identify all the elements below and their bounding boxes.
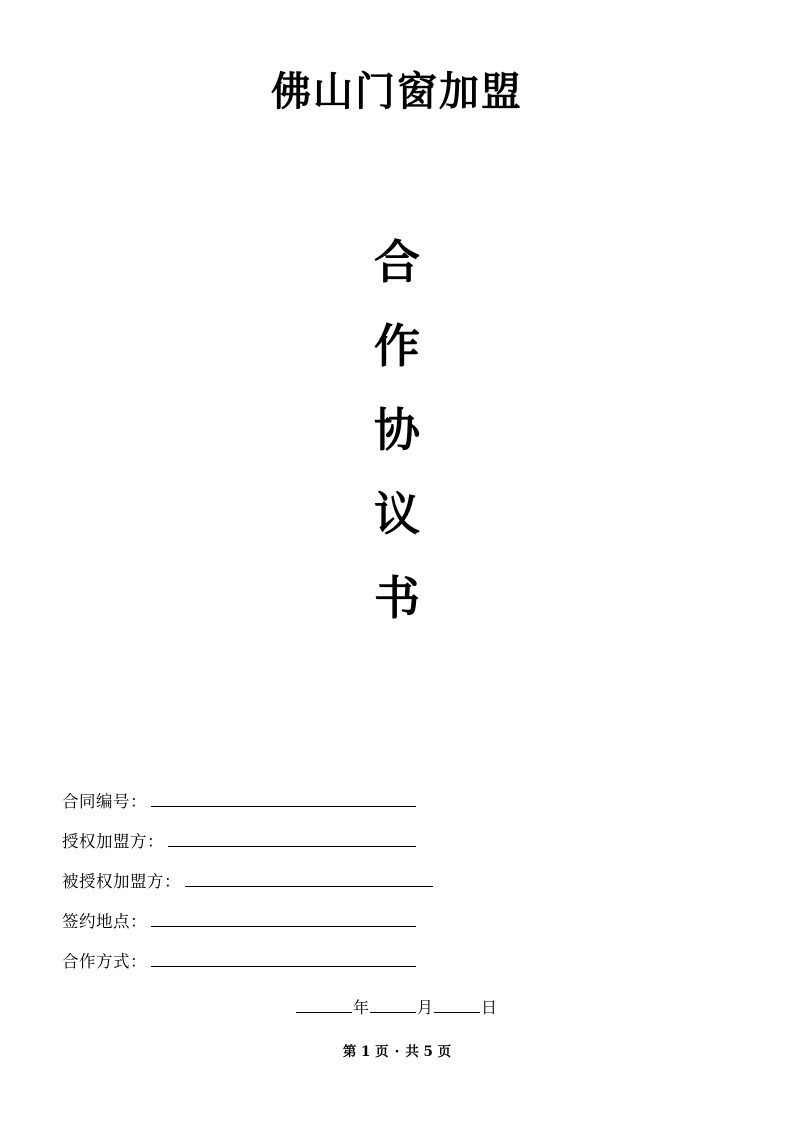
franchisor-input[interactable] [168, 831, 416, 847]
page-title: 佛山门窗加盟 [271, 69, 523, 115]
field-row-signing-location [62, 908, 682, 948]
year-unit-label: 年 [352, 1000, 369, 1017]
field-row-franchisee [62, 868, 682, 908]
vertical-subtitle-char: 书 [374, 571, 420, 625]
cooperation-mode-input[interactable] [151, 951, 416, 967]
signing-location-input[interactable] [151, 911, 416, 927]
footer-total-pages: 共 5 页 [405, 1044, 452, 1060]
field-row-contract-number [62, 788, 682, 828]
field-label: 签约地点： [62, 912, 147, 931]
vertical-subtitle-char: 协 [374, 403, 420, 457]
field-label: 授权加盟方： [62, 832, 164, 851]
contract-number-input[interactable] [151, 791, 416, 807]
vertical-subtitle [0, 220, 794, 640]
field-row-franchisor [62, 828, 682, 868]
month-unit-label: 月 [416, 1000, 433, 1017]
vertical-subtitle-char: 议 [374, 487, 420, 541]
field-label: 合作方式： [62, 952, 147, 971]
signing-date-row [0, 995, 794, 1018]
vertical-subtitle-char: 作 [374, 319, 420, 373]
month-input[interactable] [370, 998, 416, 1013]
day-unit-label: 日 [481, 1000, 498, 1017]
field-row-cooperation-mode [62, 948, 682, 988]
footer-current-page: 第 1 页 [342, 1044, 389, 1060]
field-label: 被授权加盟方： [62, 872, 181, 891]
day-input[interactable] [434, 998, 480, 1013]
page-footer [0, 1040, 794, 1060]
vertical-subtitle-char: 合 [374, 235, 420, 289]
footer-separator: · [394, 1044, 400, 1060]
contract-fields [62, 788, 682, 988]
field-label: 合同编号： [62, 792, 147, 811]
franchisee-input[interactable] [185, 871, 433, 887]
year-input[interactable] [296, 998, 352, 1013]
